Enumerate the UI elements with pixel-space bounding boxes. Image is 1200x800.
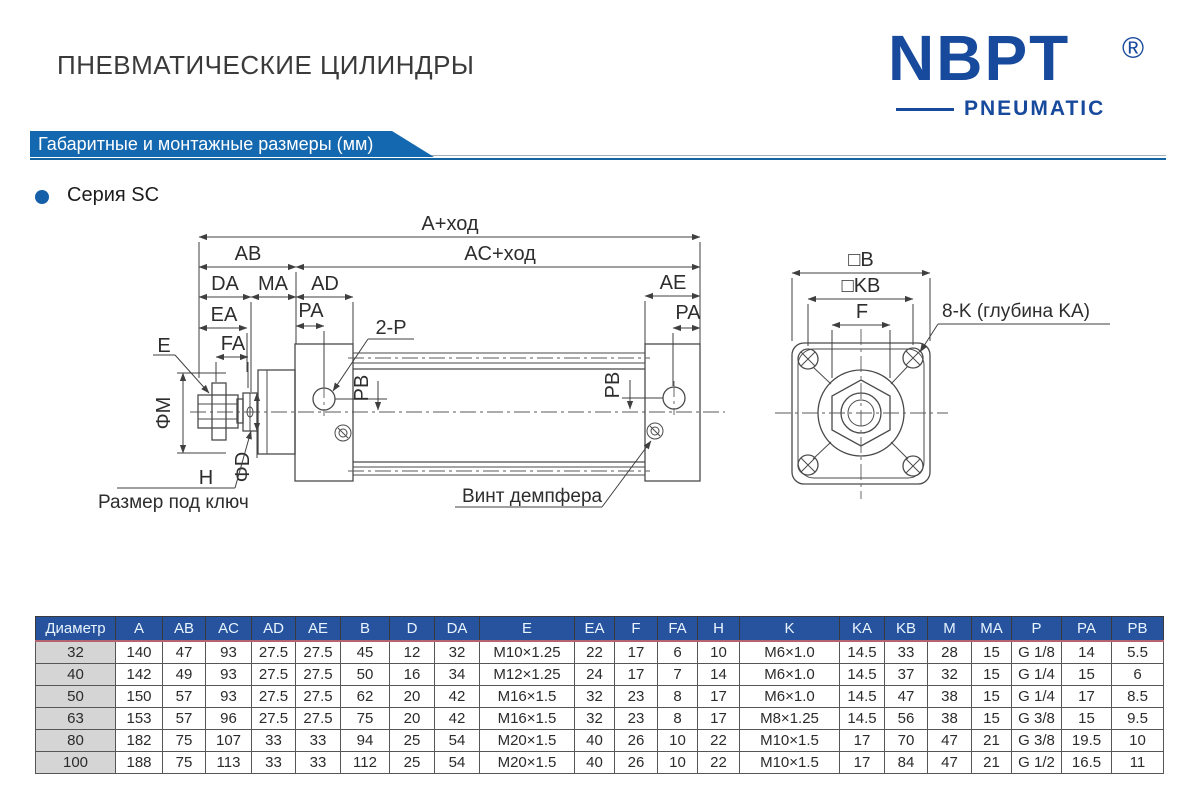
dimension-cell: 8 xyxy=(658,708,698,730)
dimension-cell: 14.5 xyxy=(840,664,885,686)
dimension-cell: 12 xyxy=(390,641,435,664)
column-header: H xyxy=(698,617,740,642)
dimensions-table xyxy=(35,616,1164,774)
dimension-cell: 113 xyxy=(206,752,252,774)
dimension-cell: M16×1.5 xyxy=(480,708,575,730)
dimension-cell: 33 xyxy=(296,752,341,774)
dim-label-2p: 2-P xyxy=(375,317,407,339)
dimension-cell: 22 xyxy=(698,730,740,752)
dimension-cell: 54 xyxy=(435,730,480,752)
column-header: AC xyxy=(206,617,252,642)
column-header: D xyxy=(390,617,435,642)
dim-label-square-b: □B xyxy=(848,249,874,271)
dimension-cell: 27.5 xyxy=(252,641,296,664)
dimension-cell: 153 xyxy=(116,708,163,730)
dim-label-ac-stroke: AC+ход xyxy=(464,243,536,265)
dimension-cell: G 1/2 xyxy=(1012,752,1062,774)
dimension-cell: 27.5 xyxy=(252,708,296,730)
dimension-cell: M20×1.5 xyxy=(480,752,575,774)
dim-label-square-kb: □KB xyxy=(841,275,881,297)
dimension-cell: 17 xyxy=(1062,686,1112,708)
dimension-cell: 33 xyxy=(252,752,296,774)
dim-label-a-stroke: A+ход xyxy=(421,213,479,235)
dimension-cell: 8.5 xyxy=(1112,686,1164,708)
holes-depth-note: 8-K (глубина KA) xyxy=(942,301,1090,322)
dim-label-f: F xyxy=(855,301,869,323)
dimension-cell: 23 xyxy=(615,686,658,708)
dimension-cell: 17 xyxy=(698,708,740,730)
dimension-cell: M16×1.5 xyxy=(480,686,575,708)
dimension-cell: M6×1.0 xyxy=(740,686,840,708)
dimension-cell: G 1/4 xyxy=(1012,664,1062,686)
dimension-cell: 42 xyxy=(435,686,480,708)
diameter-cell: 32 xyxy=(36,641,116,664)
diameter-cell: 80 xyxy=(36,730,116,752)
dimension-cell: 7 xyxy=(658,664,698,686)
dimension-cell: 96 xyxy=(206,708,252,730)
dimension-cell: 38 xyxy=(928,708,972,730)
column-header: PB xyxy=(1112,617,1164,642)
dimension-cell: 27.5 xyxy=(296,686,341,708)
table-row xyxy=(36,686,1164,708)
dimension-cell: G 3/8 xyxy=(1012,708,1062,730)
dim-label-ma: MA xyxy=(258,273,288,295)
dimension-cell: 54 xyxy=(435,752,480,774)
column-header: B xyxy=(341,617,390,642)
dimension-cell: 33 xyxy=(296,730,341,752)
dimension-cell: 75 xyxy=(341,708,390,730)
logo-dash-line xyxy=(896,108,954,111)
dim-label-ea: EA xyxy=(210,304,238,326)
table-row xyxy=(36,641,1164,664)
brand-subtitle: PNEUMATIC xyxy=(964,97,1106,120)
dimension-cell: 50 xyxy=(341,664,390,686)
column-header: E xyxy=(480,617,575,642)
dimension-cell: 19.5 xyxy=(1062,730,1112,752)
dimension-cell: M10×1.5 xyxy=(740,730,840,752)
dimension-cell: 9.5 xyxy=(1112,708,1164,730)
dimension-cell: 33 xyxy=(885,641,928,664)
cylinder-side-view xyxy=(190,344,725,481)
column-header: AE xyxy=(296,617,341,642)
dimension-cell: 42 xyxy=(435,708,480,730)
dimension-cell: G 1/8 xyxy=(1012,641,1062,664)
brand-logo xyxy=(888,22,1160,121)
column-header: PA xyxy=(1062,617,1112,642)
dimension-cell: M8×1.25 xyxy=(740,708,840,730)
technical-drawing xyxy=(30,196,1170,526)
dimension-cell: 27.5 xyxy=(296,708,341,730)
column-header: KB xyxy=(885,617,928,642)
column-header: F xyxy=(615,617,658,642)
table-row xyxy=(36,664,1164,686)
dimension-cell: 84 xyxy=(885,752,928,774)
dimension-cell: 57 xyxy=(163,708,206,730)
dimension-cell: 6 xyxy=(658,641,698,664)
column-header: EA xyxy=(575,617,615,642)
dimension-cell: 57 xyxy=(163,686,206,708)
diameter-cell: 63 xyxy=(36,708,116,730)
dimension-cell: 45 xyxy=(341,641,390,664)
wrench-size-note: Размер под ключ xyxy=(98,492,249,513)
dimension-cell: 26 xyxy=(615,730,658,752)
dimension-cell: 22 xyxy=(698,752,740,774)
dimension-cell: 32 xyxy=(575,686,615,708)
dimension-cell: 10 xyxy=(658,730,698,752)
page-title: ПНЕВМАТИЧЕСКИЕ ЦИЛИНДРЫ xyxy=(57,50,475,80)
dimension-cell: 15 xyxy=(1062,664,1112,686)
dimension-cell: 17 xyxy=(615,641,658,664)
dimension-cell: 27.5 xyxy=(252,664,296,686)
dimension-cell: 93 xyxy=(206,641,252,664)
dimension-cell: 27.5 xyxy=(296,641,341,664)
dimension-cell: 40 xyxy=(575,730,615,752)
dimension-cell: 22 xyxy=(575,641,615,664)
dimension-cell: 28 xyxy=(928,641,972,664)
column-header: A xyxy=(116,617,163,642)
dimension-cell: 6 xyxy=(1112,664,1164,686)
dim-label-ae: AE xyxy=(659,272,687,294)
dim-label-fa: FA xyxy=(220,333,246,355)
dimension-cell: 62 xyxy=(341,686,390,708)
dimension-cell: 70 xyxy=(885,730,928,752)
dimension-cell: 94 xyxy=(341,730,390,752)
dimension-cell: 33 xyxy=(252,730,296,752)
column-header: K xyxy=(740,617,840,642)
dimension-cell: 47 xyxy=(928,752,972,774)
dimension-cell: 107 xyxy=(206,730,252,752)
dimension-cell: 40 xyxy=(575,752,615,774)
dimension-cell: 38 xyxy=(928,686,972,708)
dimension-cell: M12×1.25 xyxy=(480,664,575,686)
dimension-cell: 17 xyxy=(840,730,885,752)
dim-label-pa-right: PA xyxy=(675,302,701,324)
dim-label-da: DA xyxy=(211,273,239,295)
dimension-cell: M6×1.0 xyxy=(740,664,840,686)
dimension-cell: 17 xyxy=(615,664,658,686)
series-label: Серия SC xyxy=(67,184,160,206)
cylinder-end-view xyxy=(775,249,1110,499)
dimension-cell: 188 xyxy=(116,752,163,774)
dimension-cell: 93 xyxy=(206,664,252,686)
dimension-cell: 8 xyxy=(658,686,698,708)
dimension-cell: 21 xyxy=(972,752,1012,774)
diameter-cell: 40 xyxy=(36,664,116,686)
dimension-cell: 20 xyxy=(390,708,435,730)
dimension-cell: 15 xyxy=(972,686,1012,708)
dimension-cell: 11 xyxy=(1112,752,1164,774)
dimension-cell: G 3/8 xyxy=(1012,730,1062,752)
dimension-cell: 15 xyxy=(972,664,1012,686)
dimension-cell: 15 xyxy=(1062,708,1112,730)
table-row xyxy=(36,730,1164,752)
damper-screw-front xyxy=(335,425,351,441)
dimension-cell: 24 xyxy=(575,664,615,686)
dimension-cell: G 1/4 xyxy=(1012,686,1062,708)
dimension-cell: M6×1.0 xyxy=(740,641,840,664)
column-header: KA xyxy=(840,617,885,642)
dimension-cell: 16.5 xyxy=(1062,752,1112,774)
dim-label-ad: AD xyxy=(311,273,339,295)
dimension-cell: 93 xyxy=(206,686,252,708)
column-header: AD xyxy=(252,617,296,642)
dimension-cell: 14.5 xyxy=(840,641,885,664)
dimension-cell: 21 xyxy=(972,730,1012,752)
damper-screw-note: Винт демпфера xyxy=(462,486,603,507)
dimension-cell: 47 xyxy=(928,730,972,752)
dimension-cell: 27.5 xyxy=(296,664,341,686)
column-header: Диаметр xyxy=(36,617,116,642)
dimension-cell: M20×1.5 xyxy=(480,730,575,752)
dimension-cell: 75 xyxy=(163,730,206,752)
dimension-cell: 49 xyxy=(163,664,206,686)
dimension-cell: 5.5 xyxy=(1112,641,1164,664)
dimension-cell: 15 xyxy=(972,641,1012,664)
dimension-cell: 47 xyxy=(163,641,206,664)
dimension-cell: 140 xyxy=(116,641,163,664)
dimension-cell: 14 xyxy=(698,664,740,686)
diameter-cell: 100 xyxy=(36,752,116,774)
dimension-cell: 56 xyxy=(885,708,928,730)
dim-label-ab: AB xyxy=(234,243,262,265)
dimension-cell: 14 xyxy=(1062,641,1112,664)
table-row xyxy=(36,708,1164,730)
dimension-cell: 23 xyxy=(615,708,658,730)
dim-label-pb-left: PB xyxy=(351,374,373,402)
table-header-row xyxy=(36,617,1164,642)
column-header: FA xyxy=(658,617,698,642)
dimension-cell: M10×1.25 xyxy=(480,641,575,664)
brand-name: NBPT xyxy=(888,22,1071,94)
dimension-cell: 142 xyxy=(116,664,163,686)
dimension-cell: 20 xyxy=(390,686,435,708)
dimension-cell: 26 xyxy=(615,752,658,774)
dimension-cell: 150 xyxy=(116,686,163,708)
dimension-cell: 16 xyxy=(390,664,435,686)
dimension-cell: 32 xyxy=(435,641,480,664)
dimension-cell: 10 xyxy=(658,752,698,774)
dim-label-pb-right: PB xyxy=(602,371,624,399)
column-header: AB xyxy=(163,617,206,642)
dimension-cell: 17 xyxy=(698,686,740,708)
dimension-cell: 182 xyxy=(116,730,163,752)
damper-screw-rear xyxy=(647,423,663,439)
dim-label-h: H xyxy=(198,467,214,489)
dimension-cell: 47 xyxy=(885,686,928,708)
diameter-cell: 50 xyxy=(36,686,116,708)
dimension-cell: 10 xyxy=(1112,730,1164,752)
dimension-cell: 25 xyxy=(390,752,435,774)
dimension-cell: 27.5 xyxy=(252,686,296,708)
dimension-cell: 32 xyxy=(575,708,615,730)
column-header: MA xyxy=(972,617,1012,642)
dimension-cell: 34 xyxy=(435,664,480,686)
dimension-cell: 14.5 xyxy=(840,686,885,708)
column-header: DA xyxy=(435,617,480,642)
dimension-cell: 10 xyxy=(698,641,740,664)
registered-trademark-icon: ® xyxy=(1122,32,1145,65)
dimension-cell: 32 xyxy=(928,664,972,686)
dimension-cell: M10×1.5 xyxy=(740,752,840,774)
section-banner: Габаритные и монтажные размеры (мм) xyxy=(30,131,392,157)
dimension-cell: 14.5 xyxy=(840,708,885,730)
dimension-cell: 25 xyxy=(390,730,435,752)
brand-subtitle-row xyxy=(896,97,1160,121)
dimension-cell: 75 xyxy=(163,752,206,774)
dimension-cell: 17 xyxy=(840,752,885,774)
dim-label-pa-left: PA xyxy=(298,300,324,322)
column-header: P xyxy=(1012,617,1062,642)
dimension-cell: 112 xyxy=(341,752,390,774)
dim-label-e: E xyxy=(157,335,171,357)
column-header: M xyxy=(928,617,972,642)
dimension-cell: 15 xyxy=(972,708,1012,730)
dimension-cell: 37 xyxy=(885,664,928,686)
dim-label-phi-m: ΦM xyxy=(153,396,175,430)
dim-label-phi-d: ΦD xyxy=(232,451,254,483)
table-row xyxy=(36,752,1164,774)
